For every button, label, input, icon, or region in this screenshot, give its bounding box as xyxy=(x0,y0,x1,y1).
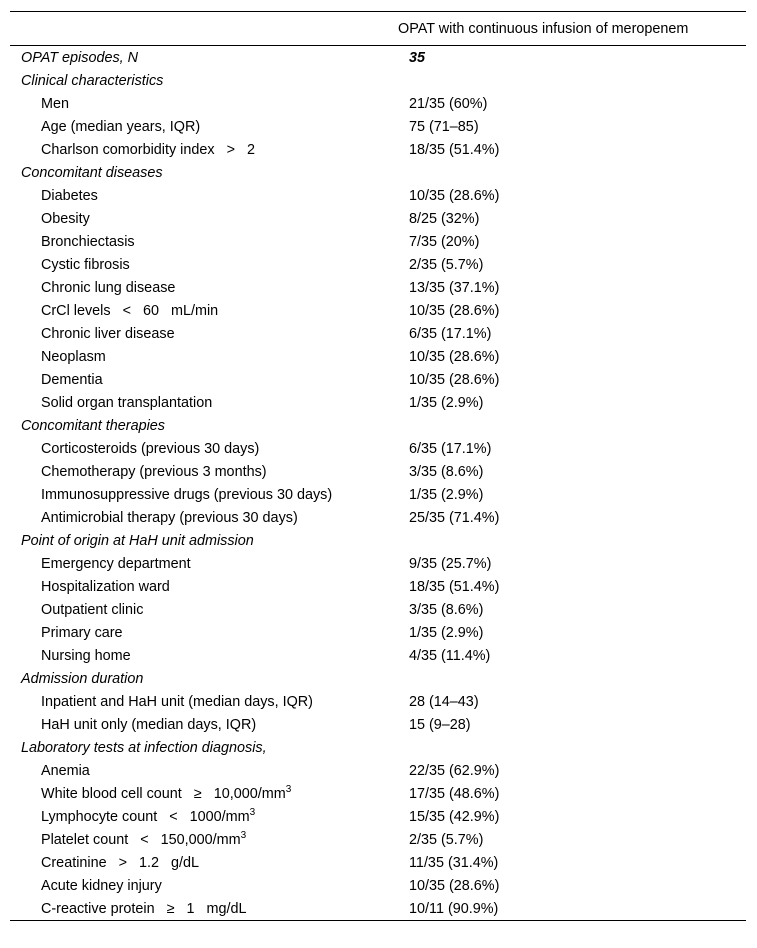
table-header-row xyxy=(10,12,746,45)
label-part: ≥ xyxy=(193,785,202,802)
table-row xyxy=(10,276,746,299)
superscript: 3 xyxy=(285,783,292,795)
label-part: CrCl levels xyxy=(41,302,111,319)
label-part: C-reactive protein xyxy=(41,900,155,917)
table-row xyxy=(10,621,746,644)
table-body xyxy=(10,46,746,920)
table-row xyxy=(10,230,746,253)
section-label: Concomitant therapies xyxy=(21,417,165,434)
table-row xyxy=(10,575,746,598)
section-label: Concomitant diseases xyxy=(21,164,163,181)
row-value: 10/35 (28.6%) xyxy=(409,348,500,365)
superscript: 3 xyxy=(240,829,247,841)
row-label xyxy=(10,785,409,803)
table-row xyxy=(10,253,746,276)
row-value: 25/35 (71.4%) xyxy=(409,509,500,526)
section-row xyxy=(10,46,746,69)
row-value: 9/35 (25.7%) xyxy=(409,555,492,572)
row-value: 3/35 (8.6%) xyxy=(409,463,484,480)
section-label: Laboratory tests at infection diagnosis, xyxy=(21,739,267,756)
row-label xyxy=(10,854,409,872)
label-part: mg/dL xyxy=(206,900,247,917)
row-value: 21/35 (60%) xyxy=(409,95,488,112)
row-label: Dementia xyxy=(41,371,103,388)
table-row xyxy=(10,874,746,897)
table-row xyxy=(10,828,746,851)
row-value: 15/35 (42.9%) xyxy=(409,808,500,825)
row-value: 18/35 (51.4%) xyxy=(409,141,500,158)
row-value: 10/35 (28.6%) xyxy=(409,302,500,319)
table-row xyxy=(10,92,746,115)
row-value: 10/35 (28.6%) xyxy=(409,877,500,894)
section-row xyxy=(10,736,746,759)
row-value: 6/35 (17.1%) xyxy=(409,325,492,342)
section-label: Point of origin at HaH unit admission xyxy=(21,532,254,549)
label-part: > xyxy=(226,141,235,158)
row-label: Solid organ transplantation xyxy=(41,394,213,411)
row-label: Chemotherapy (previous 3 months) xyxy=(41,463,267,480)
table-row xyxy=(10,299,746,322)
label-part: 2 xyxy=(246,141,255,158)
header-col2: OPAT with continuous infusion of meropenem xyxy=(398,20,689,37)
data-table xyxy=(10,11,746,921)
table-bottom-rule xyxy=(10,920,746,921)
table-row xyxy=(10,207,746,230)
row-label: Immunosuppressive drugs (previous 30 days) xyxy=(41,486,333,503)
label-part: Platelet count xyxy=(41,831,129,848)
table-row xyxy=(10,644,746,667)
section-label: Admission duration xyxy=(21,670,144,687)
row-value: 1/35 (2.9%) xyxy=(409,394,484,411)
row-value: 4/35 (11.4%) xyxy=(409,647,491,664)
row-label: Antimicrobial therapy (previous 30 days) xyxy=(41,509,298,526)
label-part: 60 xyxy=(142,302,159,319)
section-row xyxy=(10,161,746,184)
table-row xyxy=(10,897,746,920)
table-row xyxy=(10,552,746,575)
section-row xyxy=(10,69,746,92)
row-value: 17/35 (48.6%) xyxy=(409,785,500,802)
row-label: Diabetes xyxy=(41,187,98,204)
table-row xyxy=(10,437,746,460)
label-part: mL/min xyxy=(171,302,219,319)
row-label: Corticosteroids (previous 30 days) xyxy=(41,440,260,457)
label-part: 1.2 xyxy=(139,854,160,871)
row-value: 2/35 (5.7%) xyxy=(409,256,484,273)
label-part: Lymphocyte count xyxy=(41,808,158,825)
table-row xyxy=(10,322,746,345)
table-row xyxy=(10,138,746,161)
table-row xyxy=(10,805,746,828)
row-value: 35 xyxy=(409,49,426,66)
row-value: 2/35 (5.7%) xyxy=(409,831,484,848)
table-row xyxy=(10,115,746,138)
row-value: 10/11 (90.9%) xyxy=(409,900,499,917)
row-label: Bronchiectasis xyxy=(41,233,135,250)
section-label: Clinical characteristics xyxy=(21,72,164,89)
row-label: Anemia xyxy=(41,762,90,779)
row-value: 28 (14–43) xyxy=(409,693,479,710)
row-label: Emergency department xyxy=(41,555,191,572)
row-value: 10/35 (28.6%) xyxy=(409,187,500,204)
table-row xyxy=(10,598,746,621)
label-part: > xyxy=(118,854,128,871)
row-label: Neoplasm xyxy=(41,348,106,365)
table-row xyxy=(10,759,746,782)
table-row xyxy=(10,483,746,506)
row-label: Obesity xyxy=(41,210,90,227)
label-part: 1000/mm xyxy=(189,808,250,825)
label-part: < xyxy=(169,808,178,825)
table-row xyxy=(10,506,746,529)
label-part: White blood cell count xyxy=(41,785,182,802)
row-label xyxy=(10,141,409,159)
row-label: Inpatient and HaH unit (median days, IQR) xyxy=(41,693,313,710)
label-part: g/dL xyxy=(171,854,200,871)
table-row xyxy=(10,851,746,874)
section-row xyxy=(10,529,746,552)
label-part: 1 xyxy=(186,900,195,917)
table-row xyxy=(10,368,746,391)
section-row xyxy=(10,414,746,437)
table-row xyxy=(10,690,746,713)
row-value: 1/35 (2.9%) xyxy=(409,624,484,641)
row-value: 1/35 (2.9%) xyxy=(409,486,484,503)
row-label: Primary care xyxy=(41,624,123,641)
row-label: Nursing home xyxy=(41,647,131,664)
row-value: 75 (71–85) xyxy=(409,118,479,135)
row-value: 22/35 (62.9%) xyxy=(409,762,500,779)
table-row xyxy=(10,713,746,736)
row-label: Chronic liver disease xyxy=(41,325,175,342)
row-value: 15 (9–28) xyxy=(409,716,471,733)
label-part: < xyxy=(140,831,149,848)
row-value: 10/35 (28.6%) xyxy=(409,371,500,388)
row-value: 6/35 (17.1%) xyxy=(409,440,492,457)
section-label: OPAT episodes, N xyxy=(21,49,139,66)
row-label xyxy=(10,900,409,918)
table-row xyxy=(10,460,746,483)
row-value: 13/35 (37.1%) xyxy=(409,279,500,296)
superscript: 3 xyxy=(249,806,256,818)
label-part: < xyxy=(122,302,131,319)
table-row xyxy=(10,391,746,414)
row-label: Cystic fibrosis xyxy=(41,256,130,273)
row-value: 8/25 (32%) xyxy=(409,210,480,227)
row-value: 3/35 (8.6%) xyxy=(409,601,484,618)
row-label xyxy=(10,831,409,849)
row-label xyxy=(10,808,409,826)
row-value: 18/35 (51.4%) xyxy=(409,578,500,595)
label-part: 150,000/mm xyxy=(160,831,241,848)
row-label: Age (median years, IQR) xyxy=(41,118,201,135)
label-part: 10,000/mm xyxy=(213,785,286,802)
row-label: Hospitalization ward xyxy=(41,578,170,595)
label-part: Creatinine xyxy=(41,854,107,871)
row-label: Outpatient clinic xyxy=(41,601,144,618)
label-part: ≥ xyxy=(166,900,175,917)
row-label: Chronic lung disease xyxy=(41,279,176,296)
row-value: 11/35 (31.4%) xyxy=(409,854,499,871)
label-part: Charlson comorbidity index xyxy=(41,141,215,158)
row-value: 7/35 (20%) xyxy=(409,233,480,250)
row-label: HaH unit only (median days, IQR) xyxy=(41,716,257,733)
row-label xyxy=(10,302,409,320)
row-label: Acute kidney injury xyxy=(41,877,162,894)
table-row xyxy=(10,345,746,368)
table-row xyxy=(10,184,746,207)
table-row xyxy=(10,782,746,805)
row-label: Men xyxy=(41,95,69,112)
section-row xyxy=(10,667,746,690)
